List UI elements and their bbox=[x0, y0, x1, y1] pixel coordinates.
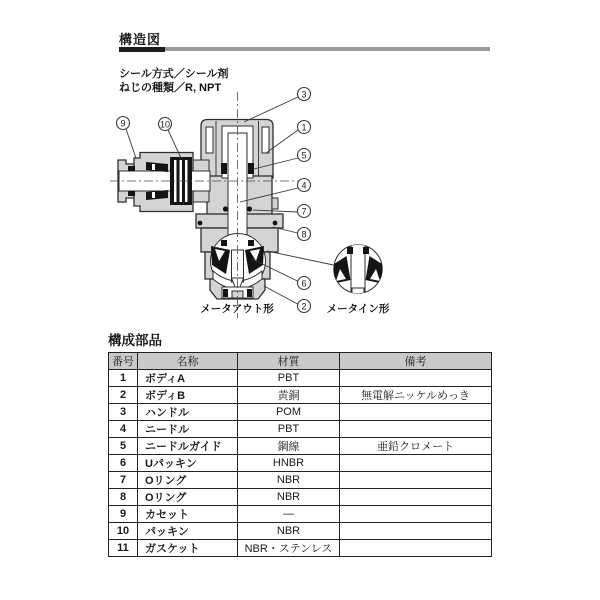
detail-needle bbox=[351, 244, 365, 295]
callout-6 bbox=[298, 277, 311, 290]
part-remarks bbox=[340, 540, 492, 557]
table-row bbox=[109, 540, 492, 557]
callout-8 bbox=[298, 228, 311, 241]
part-number: 7 bbox=[109, 472, 138, 489]
gasket-left bbox=[223, 289, 228, 297]
svg-text:2: 2 bbox=[301, 301, 307, 312]
needle-guide-right bbox=[248, 163, 254, 174]
part-name: ハンドル bbox=[138, 404, 238, 421]
svg-text:10: 10 bbox=[159, 119, 171, 130]
part-number: 1 bbox=[109, 370, 138, 387]
part-material: NBR bbox=[238, 472, 340, 489]
part-remarks bbox=[340, 523, 492, 540]
part-name: パッキン bbox=[138, 523, 238, 540]
table-row bbox=[109, 472, 492, 489]
part-number: 3 bbox=[109, 404, 138, 421]
col-header-material: 材質 bbox=[238, 353, 340, 370]
svg-text:1: 1 bbox=[301, 122, 307, 133]
needle-guide-left bbox=[221, 163, 227, 174]
part-remarks bbox=[340, 489, 492, 506]
valve-body bbox=[190, 120, 283, 300]
callout-1 bbox=[298, 121, 311, 134]
part-name: ボディA bbox=[138, 370, 238, 387]
part-name: Oリング bbox=[138, 472, 238, 489]
svg-text:8: 8 bbox=[301, 229, 307, 240]
part-material: POM bbox=[238, 404, 340, 421]
part-number: 6 bbox=[109, 455, 138, 472]
svg-text:5: 5 bbox=[301, 150, 307, 161]
part-name: ガスケット bbox=[138, 540, 238, 557]
part-name: Oリング bbox=[138, 489, 238, 506]
callout-9 bbox=[117, 117, 130, 130]
part-number: 8 bbox=[109, 489, 138, 506]
thread-type-note: ねじの種類／R, NPT bbox=[119, 82, 222, 94]
title-rule-gray bbox=[165, 47, 490, 51]
part-remarks bbox=[340, 472, 492, 489]
col-header-number: 番号 bbox=[109, 353, 138, 370]
spec-notes bbox=[119, 67, 229, 95]
meter-out-label: メータアウト形 bbox=[200, 303, 274, 315]
table-row bbox=[109, 523, 492, 540]
part-material: 黄銅 bbox=[238, 387, 340, 404]
part-material: PBT bbox=[238, 370, 340, 387]
svg-text:7: 7 bbox=[301, 206, 307, 217]
svg-text:4: 4 bbox=[301, 180, 307, 191]
part-name: ニードル bbox=[138, 421, 238, 438]
svg-text:3: 3 bbox=[301, 89, 307, 100]
seal-method-note: シール方式／シール剤 bbox=[119, 68, 229, 80]
callout-2 bbox=[298, 300, 311, 313]
parts-heading: 構成部品 bbox=[108, 333, 162, 348]
parts-table bbox=[108, 352, 492, 557]
part-remarks: 無電解ニッケルめっき bbox=[340, 387, 492, 404]
gasket-right bbox=[247, 289, 252, 297]
detail-link-line bbox=[267, 251, 334, 265]
part-remarks bbox=[340, 370, 492, 387]
part-material: HNBR bbox=[238, 455, 340, 472]
part-name: カセット bbox=[138, 506, 238, 523]
meter-in-label: メータイン形 bbox=[326, 303, 390, 315]
part-name: ニードルガイド bbox=[138, 438, 238, 455]
meter-in-detail bbox=[267, 244, 385, 295]
part-number: 4 bbox=[109, 421, 138, 438]
table-row bbox=[109, 370, 492, 387]
part-number: 9 bbox=[109, 506, 138, 523]
page-title: 構造図 bbox=[119, 32, 162, 47]
packing-retainer-left bbox=[221, 240, 227, 246]
table-row bbox=[109, 489, 492, 506]
callout-10 bbox=[159, 118, 172, 131]
part-number: 10 bbox=[109, 523, 138, 540]
svg-text:6: 6 bbox=[301, 278, 307, 289]
handle-knurl-right bbox=[262, 127, 269, 153]
col-header-name: 名称 bbox=[138, 353, 238, 370]
part-material: NBR bbox=[238, 489, 340, 506]
callout-3 bbox=[298, 88, 311, 101]
part-name: Uパッキン bbox=[138, 455, 238, 472]
part-number: 5 bbox=[109, 438, 138, 455]
part-remarks bbox=[340, 506, 492, 523]
part-remarks bbox=[340, 421, 492, 438]
o-ring-8-left bbox=[198, 221, 203, 226]
o-ring-7-left bbox=[223, 206, 228, 211]
handle-knurl-left bbox=[206, 127, 213, 153]
part-material: PBT bbox=[238, 421, 340, 438]
part-material: 鋼線 bbox=[238, 438, 340, 455]
part-remarks bbox=[340, 455, 492, 472]
part-number: 2 bbox=[109, 387, 138, 404]
part-remarks: 亜鉛クロメート bbox=[340, 438, 492, 455]
title-rule-black bbox=[119, 47, 165, 52]
table-row bbox=[109, 438, 492, 455]
part-material: NBR bbox=[238, 523, 340, 540]
title-rule bbox=[119, 47, 490, 52]
o-ring-7-right bbox=[247, 206, 252, 211]
part-number: 11 bbox=[109, 540, 138, 557]
body-a-right-nub bbox=[272, 198, 278, 209]
col-header-remarks: 備考 bbox=[340, 353, 492, 370]
callout-5 bbox=[298, 149, 311, 162]
table-row bbox=[109, 404, 492, 421]
table-header-row bbox=[109, 353, 492, 370]
o-ring-8-right bbox=[273, 221, 278, 226]
packing-retainer-right bbox=[248, 240, 254, 246]
part-name: ボディB bbox=[138, 387, 238, 404]
part-material: — bbox=[238, 506, 340, 523]
svg-text:9: 9 bbox=[120, 118, 126, 129]
callout-7 bbox=[298, 205, 311, 218]
table-row bbox=[109, 455, 492, 472]
part-material: NBR・ステンレス bbox=[238, 540, 340, 557]
table-row bbox=[109, 387, 492, 404]
part-remarks bbox=[340, 404, 492, 421]
callout-4 bbox=[298, 179, 311, 192]
table-row bbox=[109, 506, 492, 523]
table-row bbox=[109, 421, 492, 438]
